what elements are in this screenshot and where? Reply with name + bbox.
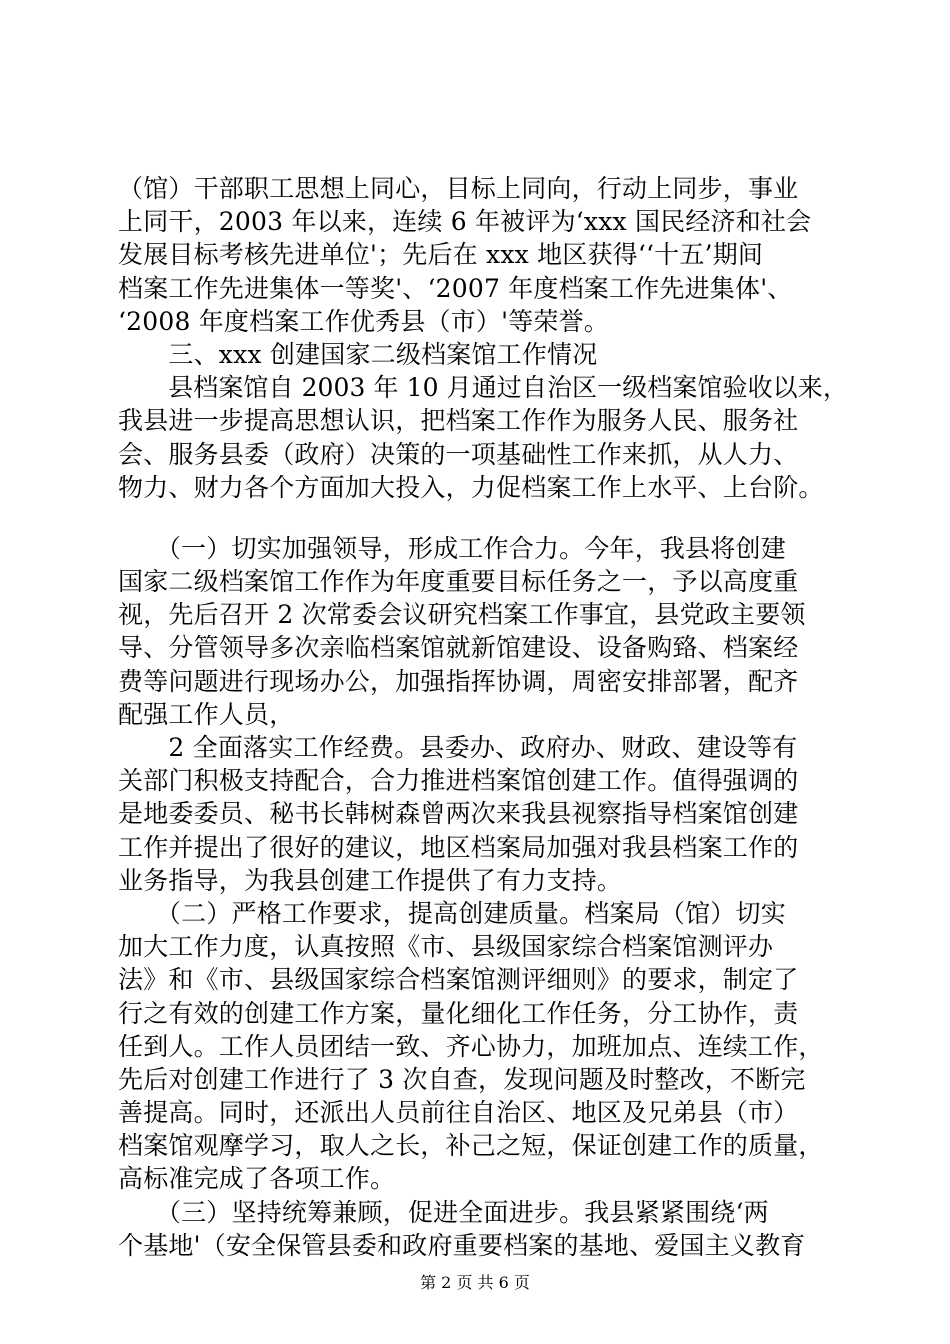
text-line: 先后对创建工作进行了 3 次自查，发现问题及时整改，不断完 <box>118 1064 806 1094</box>
text-line: 物力、财力各个方面加大投入，力促档案工作上水平、上台阶。 <box>118 472 824 502</box>
text-line: 高标准完成了各项工作。 <box>118 1164 396 1194</box>
text-line: 个基地'（安全保管县委和政府重要档案的基地、爱国主义教育 <box>118 1230 806 1260</box>
text-line: 上同干，2003 年以来，连续 6 年被评为‘xxx 国民经济和社会 <box>118 207 812 237</box>
text-line: 导、分管领导多次亲临档案馆就新馆建设、设备购臵、档案经 <box>118 633 799 663</box>
text-line: 县档案馆自 2003 年 10 月通过自治区一级档案馆验收以来， <box>118 373 848 403</box>
text-line: 会、服务县委（政府）决策的一项基础性工作来抓，从人力、 <box>118 439 799 469</box>
text-line: 视，先后召开 2 次常委会议研究档案工作事宜，县党政主要领 <box>118 600 806 630</box>
text-line: 发展目标考核先进单位'；先后在 xxx 地区获得‘‘十五’期间 <box>118 240 764 270</box>
text-line: 工作并提出了很好的建议，地区档案局加强对我县档案工作的 <box>118 832 799 862</box>
document-body <box>118 172 848 1262</box>
text-line: 我县进一步提高思想认识，把档案工作作为服务人民、服务社 <box>118 406 799 436</box>
text-line: （馆）干部职工思想上同心，目标上同向，行动上同步，事业 <box>118 174 799 203</box>
text-line: 加大工作力度，认真按照《市、县级国家综合档案馆测评办 <box>118 932 774 962</box>
text-line: 档案馆观摩学习，取人之长，补己之短，保证创建工作的质量， <box>118 1131 824 1161</box>
text-line: 行之有效的创建工作方案，量化细化工作任务，分工协作，责 <box>118 998 799 1028</box>
text-line: （三）坚持统筹兼顾，促进全面进步。我县紧紧围绕‘两 <box>118 1197 769 1227</box>
text-line: ‘2008 年度档案工作优秀县（市）'等荣誉。 <box>118 306 609 336</box>
text-line: （二）严格工作要求，提高创建质量。档案局（馆）切实 <box>118 898 786 928</box>
text-line: 关部门积极支持配合，合力推进档案馆创建工作。值得强调的 <box>118 766 799 796</box>
page-footer: 第 2 页 共 6 页 <box>420 1273 530 1292</box>
text-line: 是地委委员、秘书长韩树森曾两次来我县视察指导档案馆创建 <box>118 799 799 829</box>
text-line: 善提高。同时，还派出人员前往自治区、地区及兄弟县（市） <box>118 1098 799 1128</box>
text-line: 三、xxx 创建国家二级档案馆工作情况 <box>118 339 598 369</box>
text-line: （一）切实加强领导，形成工作合力。今年，我县将创建 <box>118 533 786 563</box>
text-line: 业务指导，为我县创建工作提供了有力支持。 <box>118 865 623 895</box>
text-line: 费等问题进行现场办公，加强指挥协调，周密安排部署，配齐 <box>118 666 799 696</box>
text-line: 档案工作先进集体一等奖'、‘2007 年度档案工作先进集体'、 <box>118 273 793 303</box>
paragraph-gap <box>118 504 848 532</box>
text-line: 法》和《市、县级国家综合档案馆测评细则》的要求，制定了 <box>118 965 799 995</box>
text-line: 配强工作人员， <box>118 699 295 729</box>
text-line: 2 全面落实工作经费。县委办、政府办、财政、建设等有 <box>118 733 798 762</box>
text-line: 任到人。工作人员团结一致、齐心协力，加班加点、连续工作， <box>118 1031 824 1061</box>
text-line: 国家二级档案馆工作作为年度重要目标任务之一，予以高度重 <box>118 567 799 597</box>
